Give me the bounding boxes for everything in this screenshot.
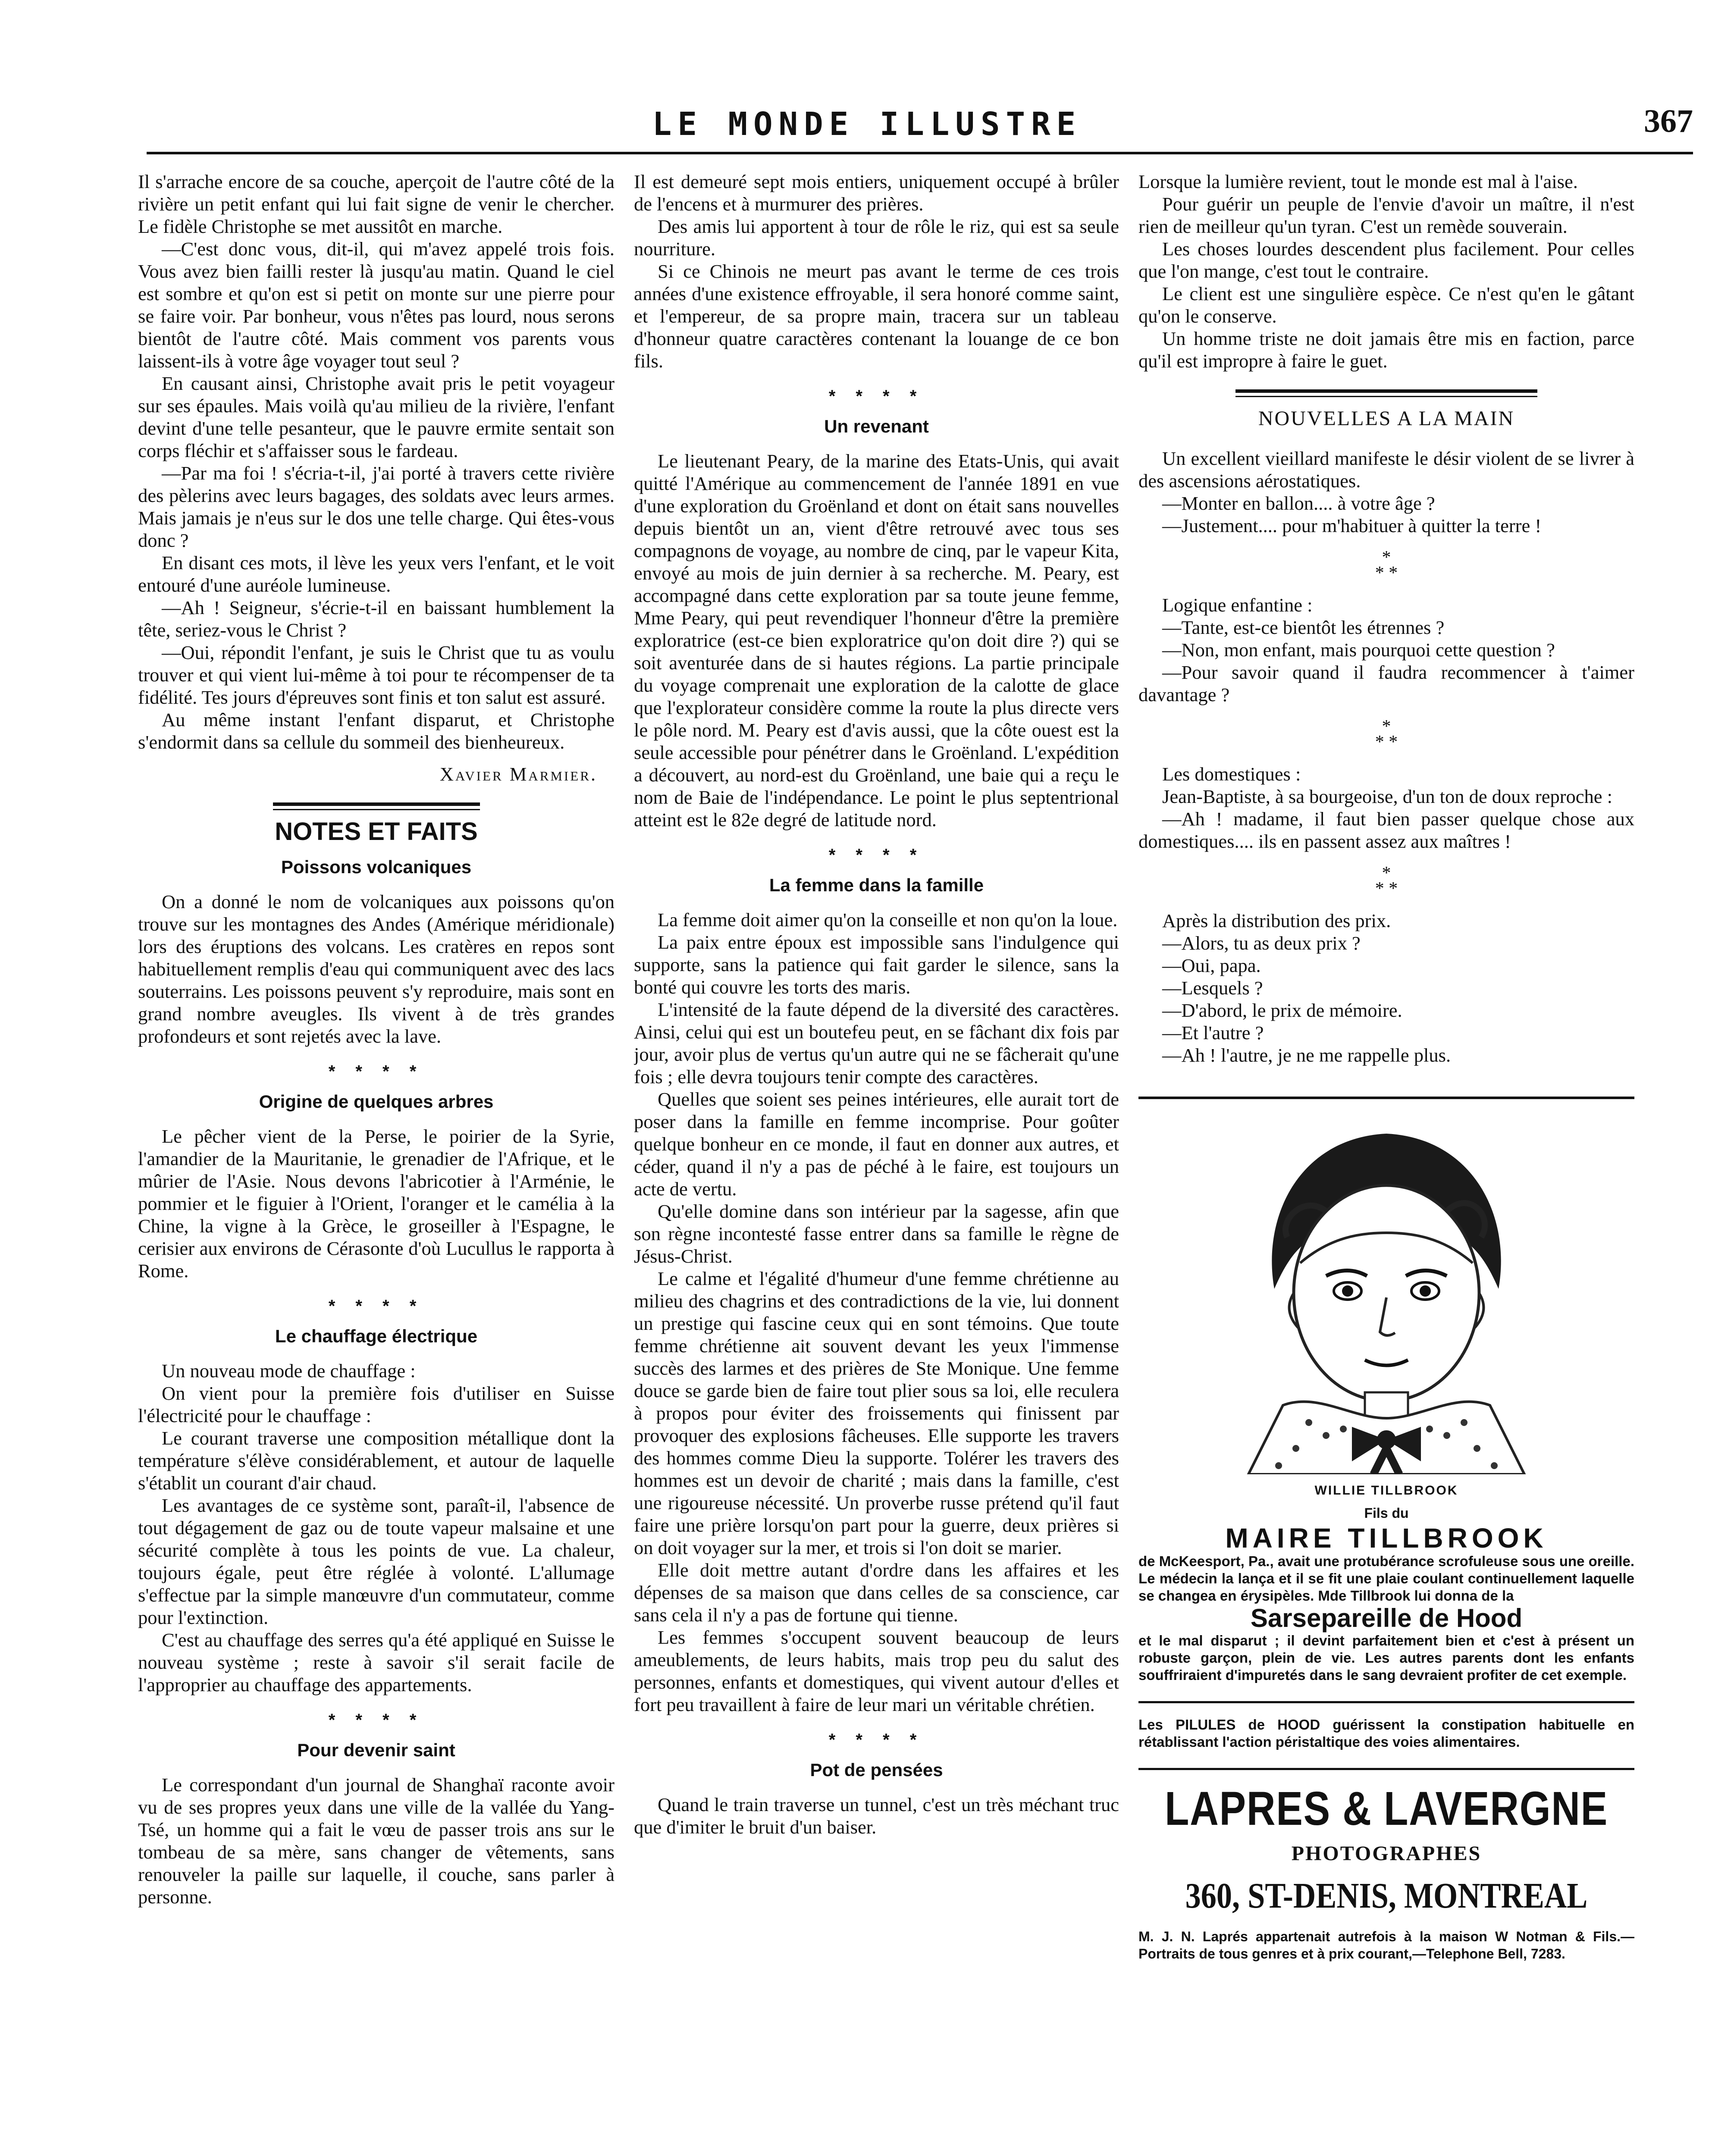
asterism: * * * xyxy=(1375,717,1398,752)
paragraph: Il s'arrache encore de sa couche, aperçoit de l'autre côté de la rivière un petit enfant qui lui fait signe de venir le chercher. Le fidèle Christophe se met aussitôt en marche. xyxy=(138,171,615,237)
paragraph: Le client est une singulière espèce. Ce n'est qu'en le gâtant qu'on le conserve. xyxy=(1138,283,1634,327)
article-heading: Origine de quelques arbres xyxy=(259,1091,494,1112)
column-3 xyxy=(1138,170,1634,2156)
paragraph: Le courant traverse une composition métallique dont la température s'élève considérablement, et autour de laquelle s'établit un courant d'air chaud. xyxy=(138,1427,615,1494)
portrait-caption: WILLIE TILLBROOK xyxy=(1314,1483,1458,1498)
paragraph: Le calme et l'égalité d'humeur d'une femme chrétienne au milieu des chagrins et des contradictions de la vie, lui donnent un prestige qui fascine ceux qui en sont témoins. Que toute femme chrétienne ait souvent devant les yeux l'immense succès des larmes et des prières de Ste Monique. Une femme douce se garde bien de faire tout plier sous sa loi, elle reculera à propos pour éviter des froissements qui finissent par provoquer des explosions fâcheuses. Elle supporte les travers des hommes comme Dieu la supporte. Tolérer les travers des hommes est un devoir de charité ; mais dans la famille, c'est une rigoureuse nécessité. Un proverbe russe prétend qu'il faut faire une prière lorsqu'on part pour la guerre, deux prières si on doit voyager sur la mer, et trois si l'on doit se marier. xyxy=(634,1268,1119,1558)
paragraph: Logique enfantine : xyxy=(1162,594,1313,616)
paragraph: L'intensité de la faute dépend de la diversité des caractères. Ainsi, celui qui est un boutefeu peut, en se fâchant dix fois par jour, avoir plus de vertus qu'un autre qui ne se fâcherait qu'une fois ; elle devra toujours tenir compte des caractères. xyxy=(634,999,1119,1087)
section-title: NOTES ET FAITS xyxy=(275,818,478,846)
ad-name-heading: MAIRE TILLBROOK xyxy=(1225,1523,1548,1554)
paragraph: En disant ces mots, il lève les yeux vers l'enfant, et le voit entouré d'une auréole lumineuse. xyxy=(138,552,615,596)
paragraph: Le pêcher vient de la Perse, le poirier de la Syrie, l'amandier de la Mauritanie, le grenadier de l'Afrique, et le mûrier de l'Asie. Nous devons l'abricotier à l'Arménie, le pommier et le figuier à l'Orient, l'oranger et le camélia à la Chine, la vigne à la Grèce, le groseiller à l'Espagne, le cerisier aux environs de Cérasonte d'où Lucullus le rapporta à Rome. xyxy=(138,1125,615,1282)
ad-divider xyxy=(1138,1701,1634,1703)
ad-divider xyxy=(1138,1768,1634,1770)
stars-separator: * * * * xyxy=(328,1062,424,1081)
paragraph: —Tante, est-ce bientôt les étrennes ? xyxy=(1162,617,1445,638)
ad-text: Les PILULES de HOOD guérissent la constipation habituelle en rétablissant l'action péristaltique des voies alimentaires. xyxy=(1138,1717,1634,1750)
paragraph: —Oui, papa. xyxy=(1162,955,1261,976)
paragraph: —Ah ! madame, il faut bien passer quelque chose aux domestiques.... ils en passent assez aux maîtres ! xyxy=(1138,808,1634,852)
paragraph: C'est au chauffage des serres qu'a été appliqué en Suisse le nouveau système ; reste à savoir s'il serait facile de l'approprier au chauffage des appartements. xyxy=(138,1629,615,1695)
section-title: NOUVELLES A LA MAIN xyxy=(1258,407,1515,430)
ad-subtitle: Fils du xyxy=(1364,1505,1409,1521)
stars-separator: * * * * xyxy=(828,846,925,865)
paragraph: Le correspondant d'un journal de Shanghaï raconte avoir vu de ses propres yeux dans une ville de la vallée du Yang-Tsé, un homme qui a fait le vœu de passer trois ans sur le tombeau de sa mère, sans changer de vêtements, sans renouveler la paille sur laquelle, il couche, sans parler à personne. xyxy=(138,1774,615,1908)
paragraph: Il est demeuré sept mois entiers, uniquement occupé à brûler de l'encens et à murmurer des prières. xyxy=(634,171,1119,215)
page-number: 367 xyxy=(1644,103,1693,139)
paragraph: Lorsque la lumière revient, tout le monde est mal à l'aise. xyxy=(1138,171,1578,192)
stars-separator: * * * * xyxy=(828,387,925,406)
paragraph: —D'abord, le prix de mémoire. xyxy=(1162,1000,1402,1021)
ad-text: de McKeesport, Pa., avait une protubérance scrofuleuse sous une oreille. Le médecin la lança et il se fit une plaie coulant continuellement laquelle se changea en érysipèles. Mde Tillbrook lui donna de la xyxy=(1138,1553,1634,1604)
article-heading: Le chauffage électrique xyxy=(275,1326,478,1346)
paragraph: Les choses lourdes descendent plus facilement. Pour celles que l'on mange, c'est tout le contraire. xyxy=(1138,238,1634,282)
header-rule xyxy=(147,152,1693,154)
company-address: 360, ST-DENIS, MONTREAL xyxy=(1185,1876,1588,1916)
paragraph: On vient pour la première fois d'utiliser en Suisse l'électricité pour le chauffage : xyxy=(138,1382,615,1426)
section-divider xyxy=(273,802,480,810)
paragraph: —Par ma foi ! s'écria-t-il, j'ai porté à travers cette rivière des pèlerins avec leurs bagages, des soldats avec leurs armes. Mais jamais je n'eus sur le dos une telle charge. Qui êtes-vous donc ? xyxy=(138,462,615,551)
paragraph: Elle doit mettre autant d'ordre dans les affaires et les dépenses de sa maison que dans celles de sa conscience, car sans cela il n'y a pas de fortune qui tienne. xyxy=(634,1559,1119,1626)
paragraph: —C'est donc vous, dit-il, qui m'avez appelé trois fois. Vous avez bien failli rester là jusqu'au matin. Quand le ciel est sombre et qu'on est si petit on monte sur une pierre pour se faire voir. Par bonheur, vous n'êtes pas lourd, nous serons bientôt de l'autre côté. Mais comment vos parents vous laissent-ils à votre âge voyager tout seul ? xyxy=(138,238,615,372)
company-name: LAPRES & LAVERGNE xyxy=(1165,1782,1608,1835)
paragraph: —Non, mon enfant, mais pourquoi cette question ? xyxy=(1162,639,1555,661)
column-2 xyxy=(634,170,1119,2156)
paragraph: —Oui, répondit l'enfant, je suis le Christ que tu as voulu trouver et qui vient lui-même à toi pour te récompenser de ta fidélité. Tes jours d'épreuves sont finis et ton salut est assuré. xyxy=(138,642,615,708)
paragraph: Si ce Chinois ne meurt pas avant le terme de ces trois années d'une existence effroyable, il sera honoré comme saint, et l'empereur, de sa propre main, tracera sur un tableau d'honneur quatre caractères contenant la louange de ce bon fils. xyxy=(634,260,1119,372)
ad-text: et le mal disparut ; il devint parfaitement bien et c'est à présent un robuste garçon, plein de vie. Les autres parents dont les enfants souffriraient d'impuretés dans le sang devraient profiter de cet exemple. xyxy=(1138,1633,1634,1683)
paragraph: Quand le train traverse un tunnel, c'est un très méchant truc que d'imiter le bruit d'un baiser. xyxy=(634,1794,1119,1838)
article-heading: La femme dans la famille xyxy=(769,875,984,895)
author-signature: Xavier Marmier. xyxy=(439,763,597,785)
article-heading: Poissons volcaniques xyxy=(281,857,472,877)
photographer-advertisement xyxy=(1138,1783,1634,1962)
paragraph: Un nouveau mode de chauffage : xyxy=(162,1360,416,1382)
paragraph: Quelles que soient ses peines intérieures, elle aurait tort de poser dans la famille en femme incomprise. Pour goûter quelque bonheur en ce monde, il faut en donner aux autres, et céder, quand il n'y a pas de péché à le faire, est toujours un acte de vertu. xyxy=(634,1088,1119,1200)
page-header xyxy=(0,0,1734,160)
paragraph: Qu'elle domine dans son intérieur par la sagesse, afin que son règne incontesté fasse entrer dans sa famille le règne de Jésus-Christ. xyxy=(634,1200,1119,1267)
paragraph: Les domestiques : xyxy=(1162,763,1301,785)
paragraph: —Alors, tu as deux prix ? xyxy=(1162,932,1361,954)
company-role: PHOTOGRAPHES xyxy=(1291,1842,1482,1865)
asterism: * * * xyxy=(1375,863,1398,899)
paragraph: —Lesquels ? xyxy=(1162,977,1263,999)
paragraph: La femme doit aimer qu'on la conseille et non qu'on la loue. xyxy=(658,909,1118,931)
paragraph: —Monter en ballon.... à votre âge ? xyxy=(1162,492,1435,514)
paragraph: Un excellent vieillard manifeste le désir violent de se livrer à des ascensions aérostatiques. xyxy=(1138,448,1634,492)
article-heading: Un revenant xyxy=(824,416,929,436)
paragraph: Les avantages de ce système sont, paraît-il, l'absence de tout dégagement de gaz ou de toute vapeur malsaine et une sécurité complète à tous les points de vue. La chaleur, toujours égale, peut être réglée à volonté. L'allumage s'effectue par la simple manœuvre d'un commutateur, comme pour l'extinction. xyxy=(138,1495,615,1628)
paragraph: Jean-Baptiste, à sa bourgeoise, d'un ton de doux reproche : xyxy=(1162,786,1613,807)
paragraph: En causant ainsi, Christophe avait pris le petit voyageur sur ses épaules. Mais voilà qu'au milieu de la rivière, l'enfant devint d'une telle pesanteur, que le pauvre ermite sentait son corps fléchir et s'affaisser sous le fardeau. xyxy=(138,373,615,461)
paragraph: Après la distribution des prix. xyxy=(1162,910,1391,931)
ad-product-name: Sarsepareille de Hood xyxy=(1250,1604,1523,1633)
paragraph: Un homme triste ne doit jamais être mis en faction, parce qu'il est impropre à faire le guet. xyxy=(1138,328,1634,372)
paragraph: —Ah ! Seigneur, s'écrie-t-il en baissant humblement la tête, seriez-vous le Christ ? xyxy=(138,597,615,641)
paragraph: Des amis lui apportent à tour de rôle le riz, qui est sa seule nourriture. xyxy=(634,216,1119,260)
paragraph: Le lieutenant Peary, de la marine des Etats-Unis, qui avait quitté l'Amérique au commencement de l'année 1891 en vue d'une exploration du Groënland et dont on était sans nouvelles depuis bientôt un an, vient d'être retrouvé avec tous ses compagnons de voyage, au nombre de cinq, par le vapeur Kita, envoyé au mois de juin dernier à sa recherche. M. Peary, est accompagné dans cette exploration par sa toute jeune femme, Mme Peary, qui peut revendiquer l'honneur d'être la première exploratrice (est-ce bien exploratrice qu'on doit dire ?) qui se soit aventurée dans de si hautes régions. La partie principale du voyage comprenait une exploration de la calotte de glace que l'explorateur considère comme la route la plus directe vers le pôle nord. M. Peary est d'avis aussi, que la côte ouest est la seule accessible pour pénétrer dans le Groënland. L'expédition a découvert, au nord-est du Groënland, une baie qui a reçu le nom de Baie de l'indépendance. Le point le plus septentrional atteint est le 82e degré de latitude nord. xyxy=(634,450,1119,830)
paragraph: On a donné le nom de volcaniques aux poissons qu'on trouve sur les montagnes des Andes (Amérique méridionale) lors des éruptions des volcans. Les cratères en repos sont habituellement remplis d'eau qui communiquent avec des lacs souterrains. Les poissons peuvent s'y reproduire, mais sont en grand nombre aveugles. Ils vivent à de très grandes profondeurs et sont rejetés avec la lave. xyxy=(138,891,615,1047)
paragraph: —Et l'autre ? xyxy=(1162,1022,1264,1044)
paragraph: Pour guérir un peuple de l'envie d'avoir un maître, il n'est rien de meilleur qu'un tyran. C'est un remède souverain. xyxy=(1138,193,1634,237)
stars-separator: * * * * xyxy=(328,1711,424,1730)
paragraph: Les femmes s'occupent souvent beaucoup de leurs ameublements, de leurs habits, mais trop peu du salut des personnes, enfants et domestiques, qui vivent autour d'elles et fort peu travaillent à faire de leur mari un véritable chrétien. xyxy=(634,1626,1119,1715)
hood-advertisement xyxy=(1138,1108,1634,1770)
advertisement-rule xyxy=(1138,1097,1634,1099)
paragraph: —Ah ! l'autre, je ne me rappelle plus. xyxy=(1162,1044,1451,1066)
paragraph: Au même instant l'enfant disparut, et Christophe s'endormit dans sa cellule du sommeil des bienheureux. xyxy=(138,709,615,753)
paragraph: —Pour savoir quand il faudra recommencer à t'aimer davantage ? xyxy=(1138,661,1634,705)
paragraph: La paix entre époux est impossible sans l'indulgence qui supporte, sans la patience qui fait garder le silence, sans la bonté qui couvre les torts des maris. xyxy=(634,931,1119,998)
article-heading: Pour devenir saint xyxy=(297,1740,455,1760)
article-heading: Pot de pensées xyxy=(810,1760,943,1780)
ad-footnote: M. J. N. Laprés appartenait autrefois à la maison W Notman & Fils.—Portraits de tous genres et à prix courant,—Telephone Bell, 7283. xyxy=(1138,1929,1634,1962)
column-1 xyxy=(138,170,615,2156)
masthead-title: LE MONDE ILLUSTRE xyxy=(652,106,1082,143)
paragraph: —Justement.... pour m'habituer à quitter la terre ! xyxy=(1162,515,1542,536)
boy-portrait-illustration xyxy=(1223,1108,1550,1474)
stars-separator: * * * * xyxy=(828,1730,925,1749)
stars-separator: * * * * xyxy=(328,1297,424,1316)
asterism: * * * xyxy=(1375,548,1398,583)
section-divider xyxy=(1235,389,1537,397)
